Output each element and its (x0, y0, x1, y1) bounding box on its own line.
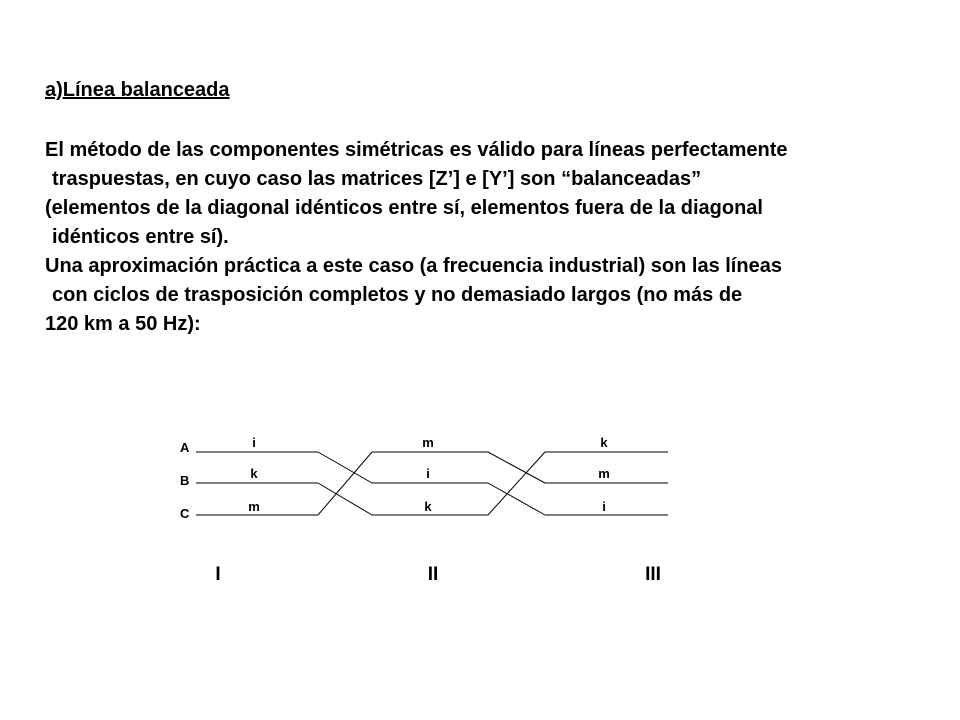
section-label-iii: III (645, 564, 661, 585)
section-label-i: I (215, 564, 221, 585)
section-heading: a)Línea balanceada (45, 79, 230, 101)
paragraph-line: idénticos entre sí). (52, 226, 229, 248)
phase-label-a: A (180, 440, 190, 455)
paragraph-line: El método de las componentes simétricas es válido para líneas perfectamente (45, 139, 788, 161)
transposition-line (318, 452, 372, 515)
transposition-line (488, 452, 545, 483)
phase-label-b: B (180, 473, 190, 488)
paragraph-line: 120 km a 50 Hz): (45, 313, 201, 335)
paragraph-transposition-cycles (45, 252, 782, 339)
conductor-label: m (598, 466, 610, 481)
conductor-label: i (426, 466, 430, 481)
conductor-label: k (600, 435, 608, 450)
transposition-line (488, 483, 545, 515)
paragraph-symmetric-components (45, 136, 788, 252)
paragraph-line: Una aproximación práctica a este caso (a frecuencia industrial) son las líneas (45, 255, 782, 277)
paragraph-line: con ciclos de trasposición completos y no demasiado largos (no más de (52, 284, 743, 306)
phase-label-c: C (180, 506, 190, 521)
transposition-diagram (0, 420, 960, 600)
transposition-line (318, 483, 372, 515)
paragraph-line: traspuestas, en cuyo caso las matrices [Z’] e [Y’] son “balanceadas” (52, 168, 702, 190)
conductor-lines (196, 452, 668, 515)
conductor-label: m (248, 499, 260, 514)
conductor-label: k (424, 499, 432, 514)
transposition-line (488, 452, 545, 515)
conductor-label: i (252, 435, 256, 450)
paragraph-line: (elementos de la diagonal idénticos entre sí, elementos fuera de la diagonal (45, 197, 763, 219)
conductor-label: m (422, 435, 434, 450)
section-label-ii: II (427, 564, 439, 585)
conductor-label: i (602, 499, 606, 514)
transposition-line (318, 452, 372, 483)
conductor-label: k (250, 466, 258, 481)
